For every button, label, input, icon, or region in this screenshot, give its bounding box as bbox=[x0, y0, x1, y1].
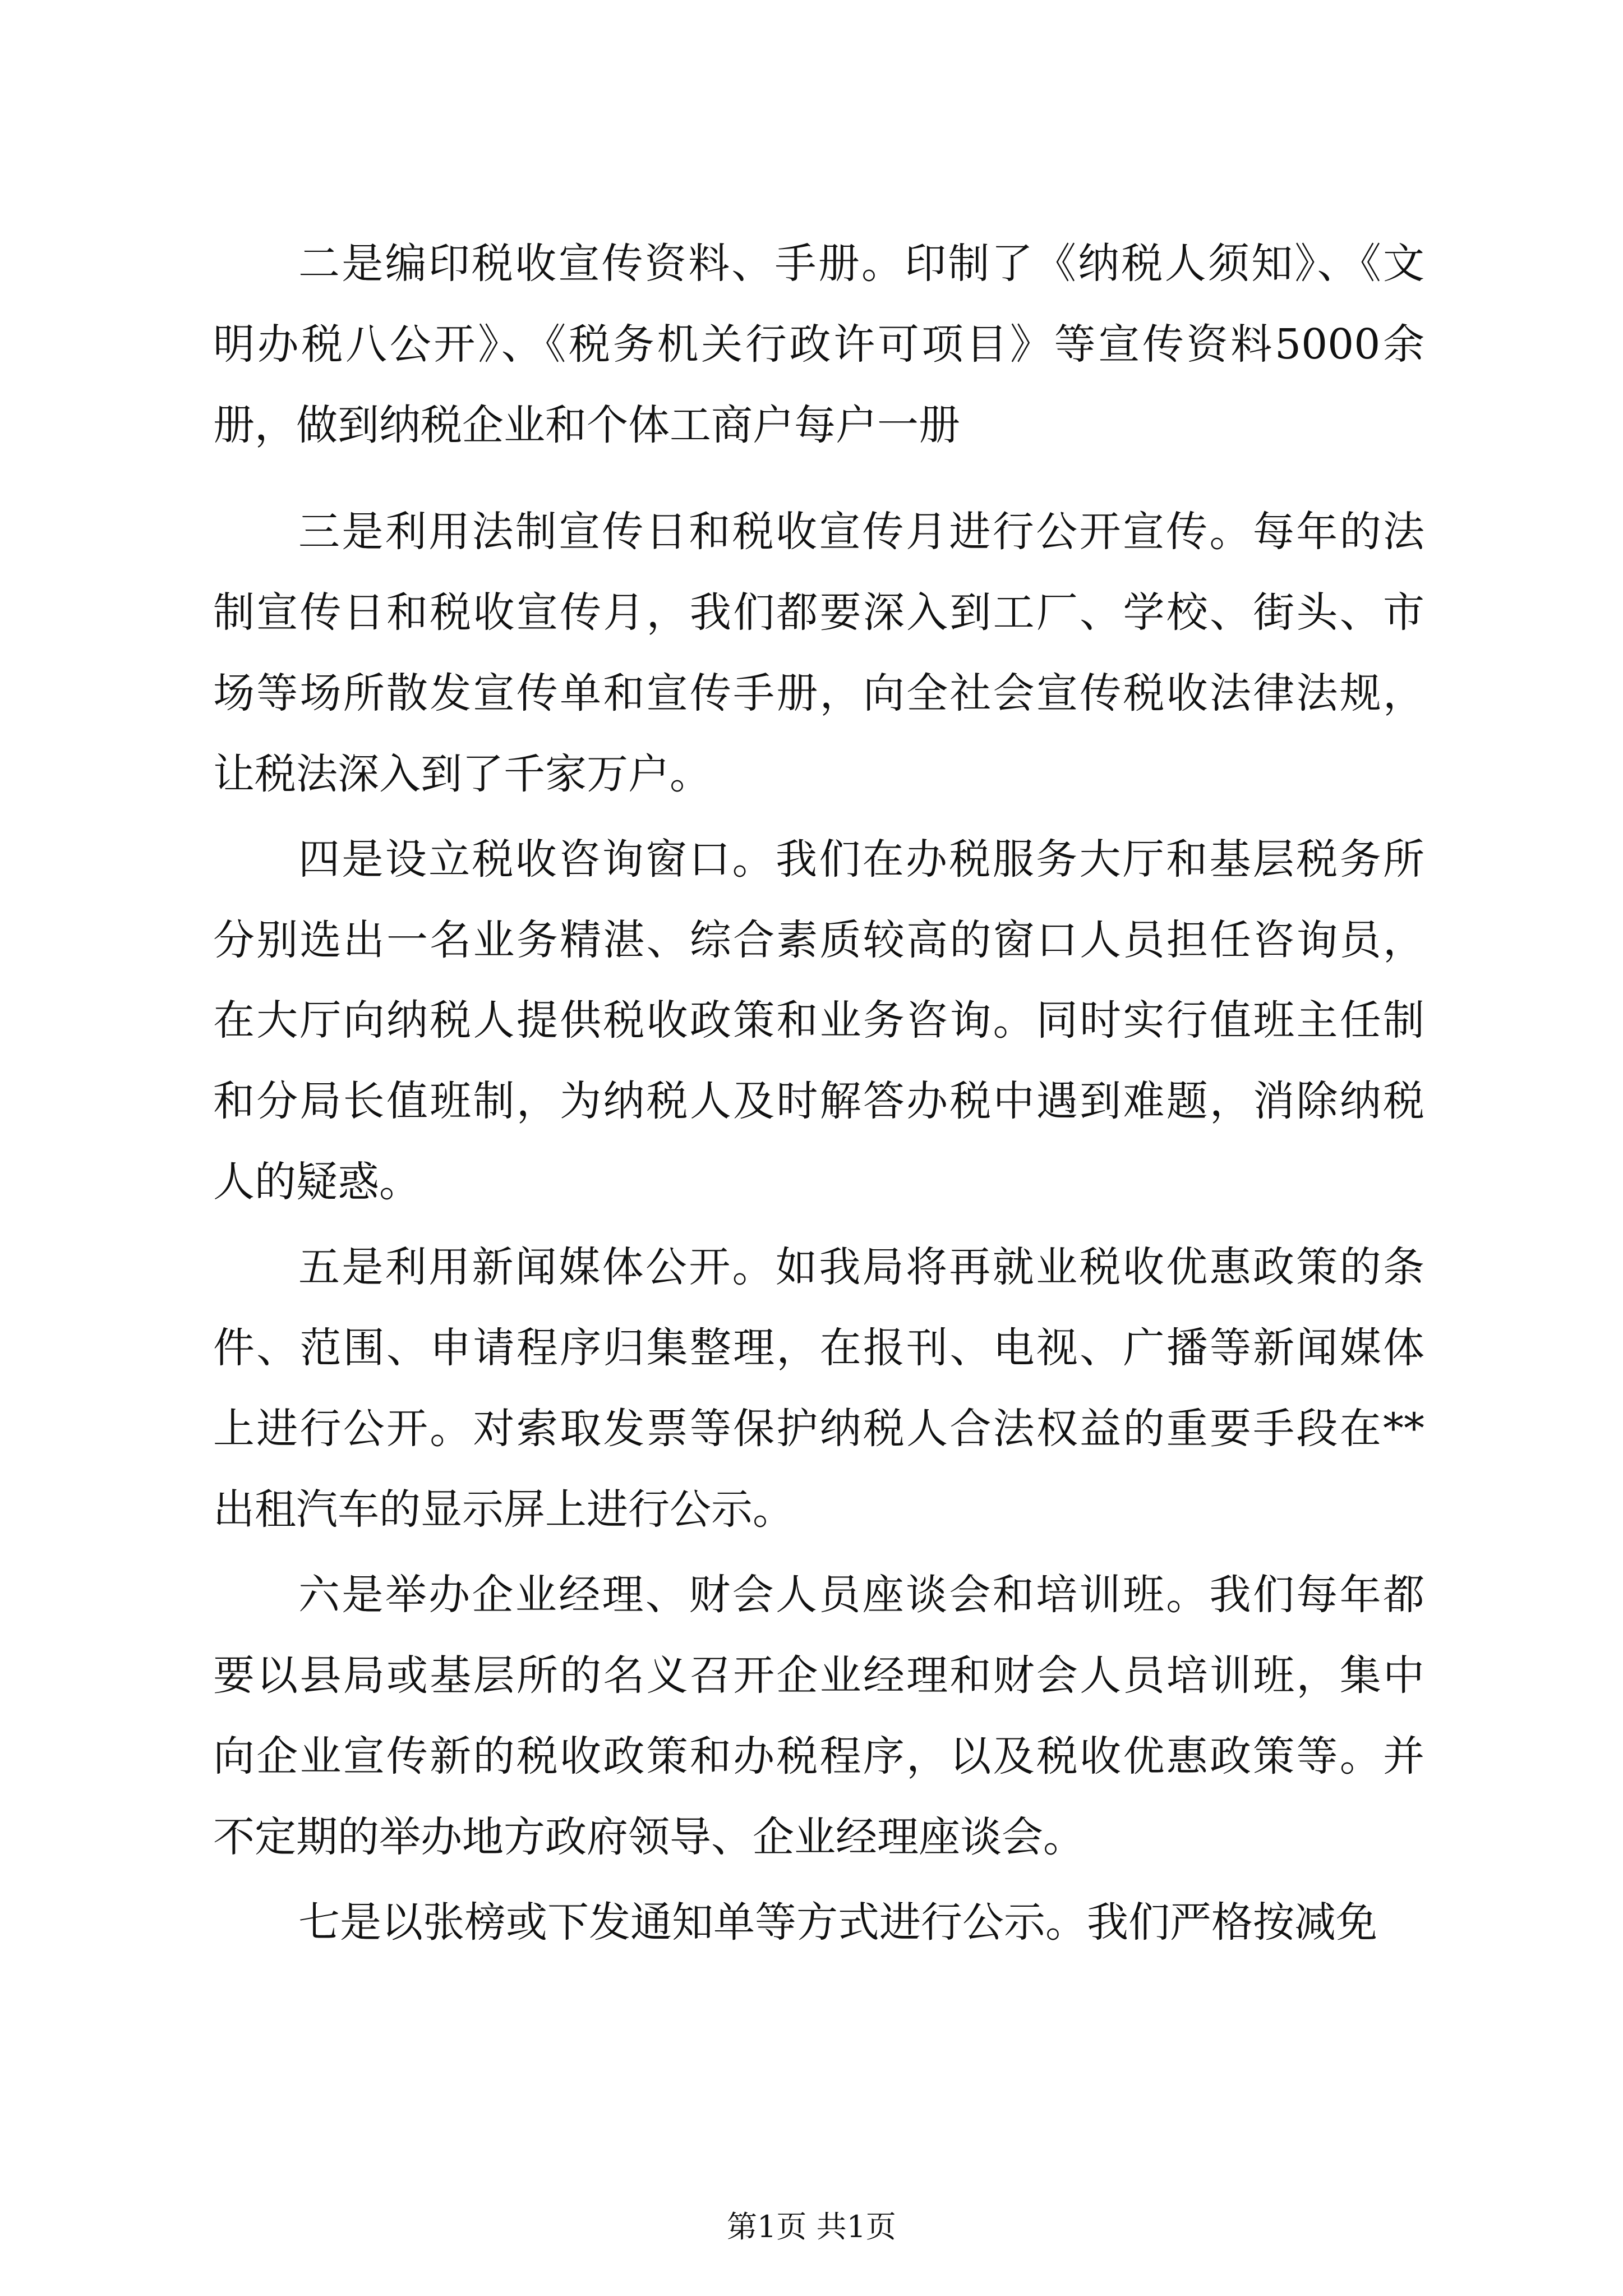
paragraph-2-line-1: 二是编印税收宣传资料、手册。印制了《纳税人须知》、《文 bbox=[298, 240, 1424, 288]
paragraph-2-line-3: 册，做到纳税企业和个体工商户每户一册 bbox=[213, 401, 960, 449]
paragraph-4-line-4: 和分局长值班制，为纳税人及时解答办税中遇到难题，消除纳税 bbox=[213, 1077, 1424, 1125]
paragraph-6-line-3: 向企业宣传新的税收政策和办税程序，以及税收优惠政策等。并 bbox=[213, 1732, 1424, 1780]
paragraph-3-line-3: 场等场所散发宣传单和宣传手册，向全社会宣传税收法律法规， bbox=[213, 669, 1424, 717]
paragraph-5-line-2: 件、范围、申请程序归集整理，在报刊、电视、广播等新闻媒体 bbox=[213, 1324, 1424, 1372]
paragraph-5-line-1: 五是利用新闻媒体公开。如我局将再就业税收优惠政策的条 bbox=[298, 1243, 1424, 1291]
paragraph-3-line-1: 三是利用法制宣传日和税收宣传月进行公开宣传。每年的法 bbox=[298, 508, 1424, 556]
paragraph-5-line-3: 上进行公开。对索取发票等保护纳税人合法权益的重要手段在** bbox=[213, 1405, 1424, 1453]
page-footer: 第1页 共1页 bbox=[727, 2209, 896, 2244]
paragraph-5-line-4: 出租汽车的显示屏上进行公示。 bbox=[213, 1485, 794, 1534]
paragraph-4-line-2: 分别选出一名业务精湛、综合素质较高的窗口人员担任咨询员， bbox=[213, 916, 1424, 964]
paragraph-6-line-4: 不定期的举办地方政府领导、企业经理座谈会。 bbox=[213, 1813, 1085, 1861]
paragraph-7-line-1: 七是以张榜或下发通知单等方式进行公示。我们严格按减免 bbox=[298, 1898, 1377, 1947]
paragraph-4-line-3: 在大厅向纳税人提供税收政策和业务咨询。同时实行值班主任制 bbox=[213, 996, 1424, 1045]
paragraph-6-line-1: 六是举办企业经理、财会人员座谈会和培训班。我们每年都 bbox=[298, 1571, 1424, 1619]
paragraph-3-line-4: 让税法深入到了千家万户。 bbox=[213, 750, 711, 798]
paragraph-6-line-2: 要以县局或基层所的名义召开企业经理和财会人员培训班，集中 bbox=[213, 1651, 1424, 1700]
paragraph-4-line-5: 人的疑惑。 bbox=[213, 1158, 421, 1206]
paragraph-2-line-2: 明办税八公开》、《税务机关行政许可项目》等宣传资料5000余 bbox=[213, 320, 1424, 369]
paragraph-4-line-1: 四是设立税收咨询窗口。我们在办税服务大厅和基层税务所 bbox=[298, 835, 1424, 884]
paragraph-3-line-2: 制宣传日和税收宣传月，我们都要深入到工厂、学校、街头、市 bbox=[213, 588, 1424, 637]
